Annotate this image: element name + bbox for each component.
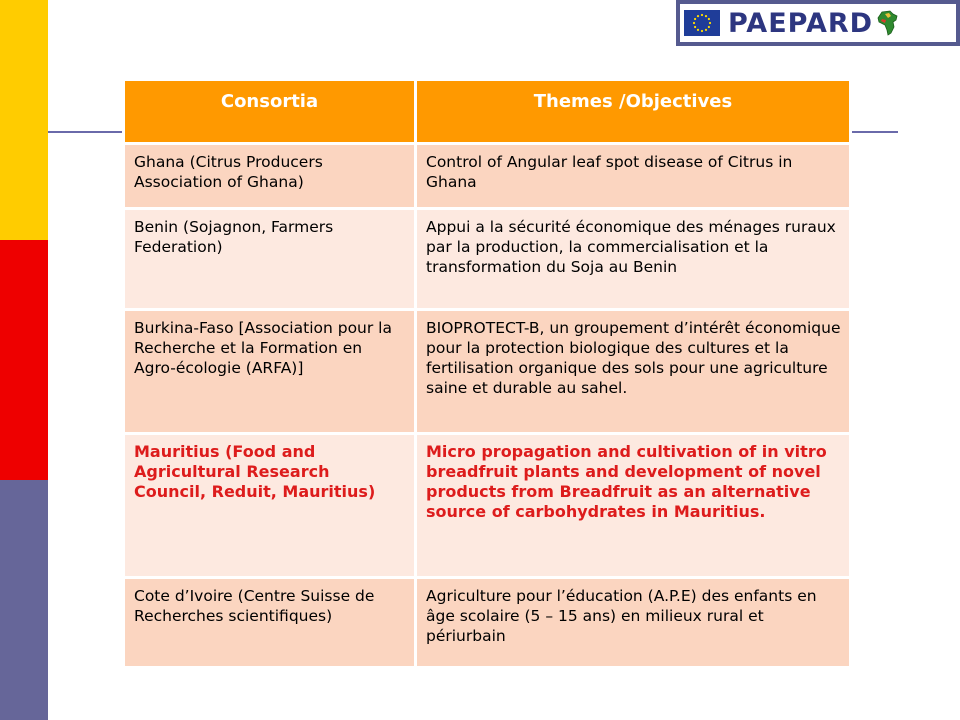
table-row xyxy=(124,310,851,434)
consortium-cell: Burkina-Faso [Association pour la Recherche et la Formation en Agro-écologie (ARFA)] xyxy=(124,310,416,434)
table-row xyxy=(124,144,851,209)
header-consortia: Consortia xyxy=(124,80,416,144)
consortium-cell: Benin (Sojagnon, Farmers Federation) xyxy=(124,209,416,310)
eu-flag-icon xyxy=(684,10,720,36)
theme-cell: Agriculture pour l’éducation (A.P.E) des enfants en âge scolaire (5 – 15 ans) en milieux rural et périurbain xyxy=(416,578,851,668)
table-row-highlighted xyxy=(124,434,851,578)
header-themes-objectives: Themes /Objectives xyxy=(416,80,851,144)
consortium-cell: Cote d’Ivoire (Centre Suisse de Recherches scientifiques) xyxy=(124,578,416,668)
theme-cell: Appui a la sécurité économique des ménages ruraux par la production, la commercialisation et la transformation du Soja au Benin xyxy=(416,209,851,310)
left-accent-bar-purple xyxy=(0,480,48,720)
theme-cell: BIOPROTECT-B, un groupement d’intérêt économique pour la protection biologique des cultures et la fertilisation organique des sols pour une agriculture saine et durable au sahel. xyxy=(416,310,851,434)
consortia-table xyxy=(122,78,852,669)
theme-cell: Control of Angular leaf spot disease of Citrus in Ghana xyxy=(416,144,851,209)
table-row xyxy=(124,578,851,668)
paepard-logo xyxy=(676,0,960,46)
consortium-cell: Ghana (Citrus Producers Association of Ghana) xyxy=(124,144,416,209)
consortium-cell: Mauritius (Food and Agricultural Research Council, Reduit, Mauritius) xyxy=(124,434,416,578)
logo-wordmark: PAEPARD xyxy=(728,7,874,39)
africa-map-icon xyxy=(876,9,900,37)
left-accent-bar-yellow xyxy=(0,0,48,240)
table-row xyxy=(124,209,851,310)
left-accent-bar-red xyxy=(0,240,48,480)
theme-cell: Micro propagation and cultivation of in vitro breadfruit plants and development of novel products from Breadfruit as an alternative source of carbohydrates in Mauritius. xyxy=(416,434,851,578)
table-header-row xyxy=(124,80,851,144)
